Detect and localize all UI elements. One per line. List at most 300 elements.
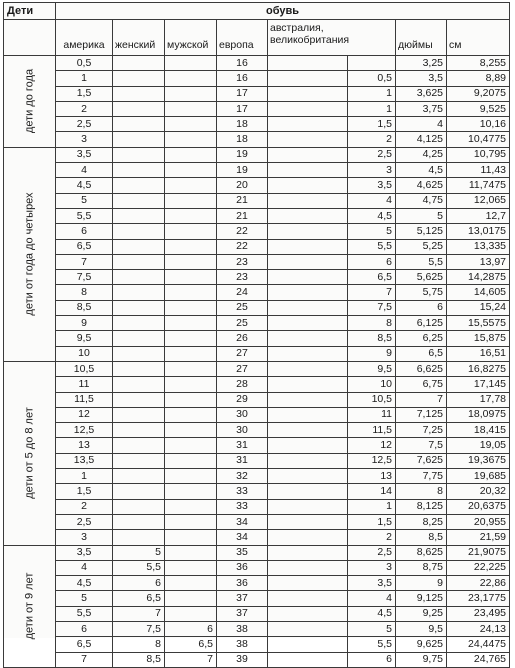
- cell-europe: 25: [217, 300, 268, 315]
- cell-america: 6: [56, 621, 113, 636]
- cell-au-uk: 1,5: [348, 514, 396, 529]
- cell-cm: 20,955: [447, 514, 510, 529]
- cell-spacer: [268, 163, 348, 178]
- cell-america: 2,5: [56, 514, 113, 529]
- cell-spacer: [268, 423, 348, 438]
- cell-women: 6,5: [113, 591, 165, 606]
- cell-au-uk: 2: [348, 132, 396, 147]
- cell-cm: 14,605: [447, 285, 510, 300]
- cell-europe: 18: [217, 132, 268, 147]
- cell-europe: 36: [217, 576, 268, 591]
- cell-cm: 19,3675: [447, 453, 510, 468]
- size-chart-table: [3, 2, 510, 668]
- cell-men: 7: [165, 652, 217, 667]
- cell-men: [165, 361, 217, 376]
- cell-europe: 23: [217, 254, 268, 269]
- cell-america: 9: [56, 316, 113, 331]
- cell-cm: 15,875: [447, 331, 510, 346]
- table-row: [4, 560, 510, 575]
- cell-women: [113, 407, 165, 422]
- cell-inches: 7,625: [396, 453, 447, 468]
- cell-women: [113, 514, 165, 529]
- cell-europe: 38: [217, 637, 268, 652]
- cell-america: 6,5: [56, 239, 113, 254]
- table-row: [4, 56, 510, 71]
- cell-au-uk: 7: [348, 285, 396, 300]
- cell-inches: 5,625: [396, 270, 447, 285]
- table-row: [4, 163, 510, 178]
- cell-men: [165, 560, 217, 575]
- cell-america: 5,5: [56, 606, 113, 621]
- cell-america: 8: [56, 285, 113, 300]
- shoes-header: обувь: [56, 3, 510, 20]
- cell-women: [113, 132, 165, 147]
- cell-europe: 27: [217, 361, 268, 376]
- cell-cm: 17,78: [447, 392, 510, 407]
- table-row: [4, 545, 510, 560]
- cell-men: [165, 331, 217, 346]
- cell-women: [113, 361, 165, 376]
- cell-spacer: [268, 576, 348, 591]
- cell-women: [113, 285, 165, 300]
- cell-cm: 8,89: [447, 71, 510, 86]
- cell-men: 6: [165, 621, 217, 636]
- cell-au-uk: 6: [348, 652, 396, 667]
- cell-spacer: [268, 484, 348, 499]
- cell-europe: 30: [217, 423, 268, 438]
- cell-europe: 17: [217, 101, 268, 116]
- cell-women: [113, 224, 165, 239]
- cell-america: 3: [56, 530, 113, 545]
- cell-women: 6: [113, 576, 165, 591]
- cell-cm: 18,0975: [447, 407, 510, 422]
- cell-america: 6: [56, 224, 113, 239]
- cell-women: 8,5: [113, 652, 165, 667]
- cell-cm: 17,145: [447, 377, 510, 392]
- cell-cm: 23,1775: [447, 591, 510, 606]
- cell-cm: 16,8275: [447, 361, 510, 376]
- cell-inches: 6,25: [396, 331, 447, 346]
- table-row: [4, 484, 510, 499]
- cell-america: 6,5: [56, 637, 113, 652]
- cell-europe: 27: [217, 346, 268, 361]
- cell-men: [165, 254, 217, 269]
- cell-inches: 5,5: [396, 254, 447, 269]
- age-group-cell: [4, 361, 56, 545]
- cell-au-uk: 5: [348, 224, 396, 239]
- cell-america: 1: [56, 469, 113, 484]
- age-group-cell: [4, 147, 56, 361]
- cell-men: [165, 71, 217, 86]
- cell-inches: 7,25: [396, 423, 447, 438]
- cell-au-uk: 2,5: [348, 545, 396, 560]
- age-group-label: дети до года: [23, 69, 35, 134]
- cell-inches: 6,75: [396, 377, 447, 392]
- table-row: [4, 270, 510, 285]
- col-women: женский: [113, 20, 165, 56]
- cell-spacer: [268, 331, 348, 346]
- cell-men: [165, 545, 217, 560]
- cell-inches: 9,625: [396, 637, 447, 652]
- cell-europe: 26: [217, 331, 268, 346]
- table-row: [4, 576, 510, 591]
- cell-au-uk: 5,5: [348, 637, 396, 652]
- cell-cm: 12,065: [447, 193, 510, 208]
- cell-europe: 19: [217, 163, 268, 178]
- cell-women: [113, 239, 165, 254]
- cell-inches: 8,25: [396, 514, 447, 529]
- cell-cm: 24,765: [447, 652, 510, 667]
- table-row: [4, 117, 510, 132]
- cell-au-uk: 10: [348, 377, 396, 392]
- cell-spacer: [268, 652, 348, 667]
- cell-inches: 8,5: [396, 530, 447, 545]
- cell-au-uk: 6,5: [348, 270, 396, 285]
- cell-europe: 16: [217, 56, 268, 71]
- table-row: [4, 606, 510, 621]
- cell-au-uk: 11,5: [348, 423, 396, 438]
- cell-europe: 22: [217, 239, 268, 254]
- cell-au-uk: 12,5: [348, 453, 396, 468]
- table-row: [4, 361, 510, 376]
- table-row: [4, 514, 510, 529]
- table-row: [4, 652, 510, 667]
- cell-inches: 4,5: [396, 163, 447, 178]
- table-row: [4, 178, 510, 193]
- cell-spacer: [268, 407, 348, 422]
- cell-au-uk: 3: [348, 163, 396, 178]
- cell-women: [113, 331, 165, 346]
- cell-cm: 14,2875: [447, 270, 510, 285]
- cell-cm: 24,4475: [447, 637, 510, 652]
- cell-america: 12: [56, 407, 113, 422]
- cell-inches: 5,25: [396, 239, 447, 254]
- cell-europe: 34: [217, 530, 268, 545]
- cell-america: 12,5: [56, 423, 113, 438]
- table-row: [4, 285, 510, 300]
- cell-europe: 23: [217, 270, 268, 285]
- cell-inches: 8,625: [396, 545, 447, 560]
- cell-cm: 18,415: [447, 423, 510, 438]
- cell-america: 3,5: [56, 147, 113, 162]
- cell-au-uk: 8,5: [348, 331, 396, 346]
- cell-america: 5: [56, 591, 113, 606]
- cell-america: 2: [56, 499, 113, 514]
- cell-inches: 8,125: [396, 499, 447, 514]
- cell-women: [113, 423, 165, 438]
- cell-cm: 8,255: [447, 56, 510, 71]
- cell-europe: 30: [217, 407, 268, 422]
- cell-spacer: [268, 530, 348, 545]
- cell-women: [113, 392, 165, 407]
- cell-women: [113, 300, 165, 315]
- cell-inches: 6,625: [396, 361, 447, 376]
- cell-cm: 13,97: [447, 254, 510, 269]
- cell-au-uk: 6: [348, 254, 396, 269]
- cell-spacer: [268, 285, 348, 300]
- cell-au-uk: 12: [348, 438, 396, 453]
- cell-inches: 9,5: [396, 621, 447, 636]
- cell-inches: 4,25: [396, 147, 447, 162]
- cell-spacer: [268, 132, 348, 147]
- cell-women: [113, 147, 165, 162]
- table-row: [4, 254, 510, 269]
- table-row: [4, 101, 510, 116]
- cell-america: 1,5: [56, 86, 113, 101]
- cell-europe: 33: [217, 499, 268, 514]
- cell-inches: 9,75: [396, 652, 447, 667]
- cell-women: 8: [113, 637, 165, 652]
- col-cm: см: [447, 20, 510, 56]
- cell-cm: 11,7475: [447, 178, 510, 193]
- cell-women: [113, 453, 165, 468]
- cell-au-uk: 9,5: [348, 361, 396, 376]
- cell-au-uk: 8: [348, 316, 396, 331]
- table-row: [4, 438, 510, 453]
- cell-europe: 20: [217, 178, 268, 193]
- table-row: [4, 193, 510, 208]
- cell-spacer: [268, 346, 348, 361]
- cell-america: 1: [56, 71, 113, 86]
- cell-women: [113, 178, 165, 193]
- cell-america: 4: [56, 163, 113, 178]
- cell-women: 5: [113, 545, 165, 560]
- cell-spacer: [268, 392, 348, 407]
- cell-men: [165, 438, 217, 453]
- cell-men: [165, 392, 217, 407]
- cell-men: [165, 163, 217, 178]
- cell-cm: 13,335: [447, 239, 510, 254]
- column-header-row: [4, 20, 510, 56]
- table-row: [4, 591, 510, 606]
- cell-cm: 19,05: [447, 438, 510, 453]
- table-row: [4, 331, 510, 346]
- cell-men: [165, 377, 217, 392]
- table-row: [4, 239, 510, 254]
- cell-europe: 18: [217, 117, 268, 132]
- cell-au-uk: [348, 56, 396, 71]
- cell-cm: 21,59: [447, 530, 510, 545]
- cell-women: [113, 163, 165, 178]
- cell-spacer: [268, 591, 348, 606]
- cell-america: 9,5: [56, 331, 113, 346]
- cell-cm: 10,4775: [447, 132, 510, 147]
- cell-spacer: [268, 86, 348, 101]
- cell-america: 5,5: [56, 208, 113, 223]
- cell-europe: 39: [217, 652, 268, 667]
- cell-spacer: [268, 377, 348, 392]
- cell-au-uk: 2,5: [348, 147, 396, 162]
- cell-men: [165, 484, 217, 499]
- table-row: [4, 132, 510, 147]
- cell-america: 2,5: [56, 117, 113, 132]
- cell-america: 4,5: [56, 576, 113, 591]
- cell-america: 4: [56, 560, 113, 575]
- cell-europe: 34: [217, 514, 268, 529]
- table-row: [4, 147, 510, 162]
- cell-spacer: [268, 208, 348, 223]
- cell-inches: 9: [396, 576, 447, 591]
- cell-spacer: [268, 270, 348, 285]
- cell-men: [165, 285, 217, 300]
- cell-europe: 32: [217, 469, 268, 484]
- table-row: [4, 71, 510, 86]
- age-group-label: дети от 5 до 8 лет: [23, 407, 35, 499]
- table-row: [4, 469, 510, 484]
- cell-europe: 36: [217, 560, 268, 575]
- cell-america: 13,5: [56, 453, 113, 468]
- col-au-uk: австралия, великобритания: [268, 20, 396, 56]
- cell-inches: 5,75: [396, 285, 447, 300]
- scanned-sheet: [3, 2, 509, 666]
- cell-cm: 9,525: [447, 101, 510, 116]
- cell-men: [165, 239, 217, 254]
- cell-cm: 21,9075: [447, 545, 510, 560]
- cell-au-uk: 4,5: [348, 606, 396, 621]
- cell-men: [165, 117, 217, 132]
- cell-america: 4,5: [56, 178, 113, 193]
- age-group-label: дети от 9 лет: [23, 572, 35, 640]
- cell-america: 8,5: [56, 300, 113, 315]
- cell-au-uk: 14: [348, 484, 396, 499]
- col-europe: европа: [217, 20, 268, 56]
- cell-inches: 5: [396, 208, 447, 223]
- cell-spacer: [268, 606, 348, 621]
- cell-au-uk: 1: [348, 101, 396, 116]
- cell-america: 11: [56, 377, 113, 392]
- cell-spacer: [268, 193, 348, 208]
- cell-men: 6,5: [165, 637, 217, 652]
- cell-spacer: [268, 637, 348, 652]
- table-row: [4, 530, 510, 545]
- cell-europe: 17: [217, 86, 268, 101]
- cell-men: [165, 86, 217, 101]
- cell-inches: 7,125: [396, 407, 447, 422]
- cell-au-uk: 5,5: [348, 239, 396, 254]
- table-row: [4, 86, 510, 101]
- table-row: [4, 300, 510, 315]
- cell-america: 10: [56, 346, 113, 361]
- cell-spacer: [268, 300, 348, 315]
- cell-women: [113, 270, 165, 285]
- cell-men: [165, 530, 217, 545]
- cell-inches: 3,25: [396, 56, 447, 71]
- cell-women: 7,5: [113, 621, 165, 636]
- cell-inches: 4,125: [396, 132, 447, 147]
- cell-men: [165, 147, 217, 162]
- cell-cm: 16,51: [447, 346, 510, 361]
- cell-women: [113, 438, 165, 453]
- cell-america: 5: [56, 193, 113, 208]
- cell-america: 3,5: [56, 545, 113, 560]
- cell-inches: 8,75: [396, 560, 447, 575]
- cell-cm: 12,7: [447, 208, 510, 223]
- cell-women: [113, 193, 165, 208]
- cell-men: [165, 606, 217, 621]
- cell-spacer: [268, 560, 348, 575]
- table-row: [4, 316, 510, 331]
- cell-women: [113, 499, 165, 514]
- cell-europe: 35: [217, 545, 268, 560]
- cell-europe: 37: [217, 606, 268, 621]
- cell-spacer: [268, 71, 348, 86]
- cell-women: [113, 469, 165, 484]
- cell-spacer: [268, 514, 348, 529]
- cell-men: [165, 576, 217, 591]
- table-row: [4, 423, 510, 438]
- cell-men: [165, 178, 217, 193]
- cell-cm: 13,0175: [447, 224, 510, 239]
- cell-inches: 5,125: [396, 224, 447, 239]
- cell-america: 1,5: [56, 484, 113, 499]
- col-inches: дюймы: [396, 20, 447, 56]
- group-column-header: [4, 20, 56, 56]
- cell-america: 10,5: [56, 361, 113, 376]
- cell-inches: 4,625: [396, 178, 447, 193]
- table-row: [4, 407, 510, 422]
- cell-women: [113, 254, 165, 269]
- cell-europe: 21: [217, 208, 268, 223]
- cell-inches: 4: [396, 117, 447, 132]
- table-row: [4, 637, 510, 652]
- cell-spacer: [268, 117, 348, 132]
- cell-spacer: [268, 178, 348, 193]
- cell-au-uk: 0,5: [348, 71, 396, 86]
- cell-cm: 11,43: [447, 163, 510, 178]
- cell-inches: 8: [396, 484, 447, 499]
- cell-women: [113, 316, 165, 331]
- cell-spacer: [268, 224, 348, 239]
- cell-cm: 20,6375: [447, 499, 510, 514]
- cell-men: [165, 514, 217, 529]
- cell-spacer: [268, 254, 348, 269]
- cell-spacer: [268, 147, 348, 162]
- cell-europe: 29: [217, 392, 268, 407]
- cell-women: [113, 56, 165, 71]
- kids-header: Дети: [4, 3, 56, 20]
- table-row: [4, 208, 510, 223]
- cell-spacer: [268, 438, 348, 453]
- cell-cm: 19,685: [447, 469, 510, 484]
- cell-cm: 15,24: [447, 300, 510, 315]
- cell-women: [113, 484, 165, 499]
- cell-cm: 20,32: [447, 484, 510, 499]
- table-row: [4, 377, 510, 392]
- cell-spacer: [268, 453, 348, 468]
- cell-men: [165, 316, 217, 331]
- cell-women: 5,5: [113, 560, 165, 575]
- table-row: [4, 224, 510, 239]
- cell-inches: 4,75: [396, 193, 447, 208]
- cell-au-uk: 5: [348, 621, 396, 636]
- age-group-label: дети от года до четырех: [23, 192, 35, 316]
- cell-women: [113, 101, 165, 116]
- cell-europe: 19: [217, 147, 268, 162]
- col-men: мужской: [165, 20, 217, 56]
- cell-women: 7: [113, 606, 165, 621]
- cell-men: [165, 132, 217, 147]
- cell-women: [113, 86, 165, 101]
- cell-europe: 33: [217, 484, 268, 499]
- cell-au-uk: 3,5: [348, 576, 396, 591]
- cell-spacer: [268, 56, 348, 71]
- cell-spacer: [268, 239, 348, 254]
- cell-men: [165, 591, 217, 606]
- cell-cm: 24,13: [447, 621, 510, 636]
- cell-women: [113, 530, 165, 545]
- cell-women: [113, 208, 165, 223]
- cell-women: [113, 377, 165, 392]
